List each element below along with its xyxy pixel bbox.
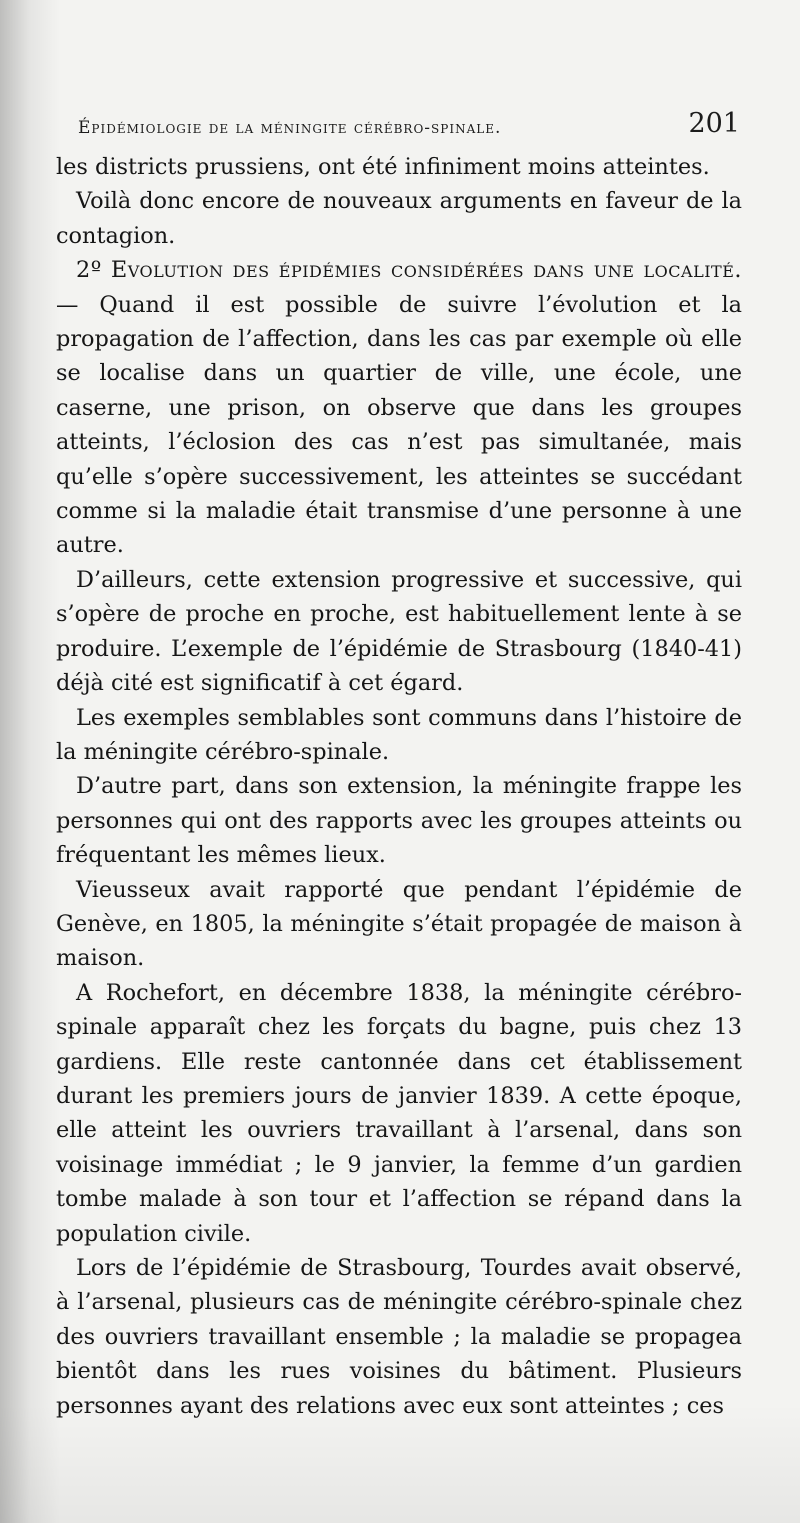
page-header	[78, 108, 740, 148]
paragraph-section	[56, 253, 742, 563]
running-title: Épidémiologie de la méningite cérébro-spinale.	[78, 118, 502, 138]
paragraph: Les exemples semblables sont communs dans l’histoire de la méningite cérébro-spinale.	[56, 704, 742, 765]
section-text: — Quand il est possible de suivre l’évolution et la propagation de l’affection, dans les cas par exemple où elle se localise dans un quartier de ville, une école, une caserne, une prison, on observe que dans les groupes atteints, l’éclosion des cas n’est pas simultanée, mais qu’elle s’opère successivement, les atteintes se succédant comme si la maladie était transmise d’une personne à une autre.	[56, 291, 742, 559]
paragraph: Lors de l’épidémie de Strasbourg, Tourdes avait observé, à l’arsenal, plusieurs cas de méningite cérébro-spinale chez des ouvriers travaillant ensemble ; la maladie se propagea bientôt dans les rues voisines du bâtiment. Plusieurs personnes ayant des relations avec eux sont atteintes ; ces	[56, 1255, 742, 1419]
section-heading: 2º Evolution des épidémies considérées dans une localité.	[76, 257, 742, 284]
paragraph: Voilà donc encore de nouveaux arguments en faveur de la contagion.	[56, 188, 742, 249]
paragraph: D’autre part, dans son extension, la méningite frappe les personnes qui ont des rapports avec les groupes atteints ou fréquentant les mêmes lieux.	[56, 773, 742, 869]
page-number: 201	[688, 108, 740, 139]
body-text	[56, 150, 742, 1423]
paragraph: A Rochefort, en décembre 1838, la méningite cérébro-spinale apparaît chez les forçats du bagne, puis chez 13 gardiens. Elle reste cantonnée dans cet établissement durant les premiers jours de janvier 1839. A cette époque, elle atteint les ouvriers travaillant à l’arsenal, dans son voisinage immédiat ; le 9 janvier, la femme d’un gardien tombe malade à son tour et l’affection se répand dans la population civile.	[56, 979, 742, 1247]
paragraph-continuation: les districts prussiens, ont été infiniment moins atteintes.	[56, 154, 710, 180]
paragraph: Vieusseux avait rapporté que pendant l’épidémie de Genève, en 1805, la méningite s’était propagée de maison à maison.	[56, 876, 742, 972]
paragraph: D’ailleurs, cette extension progressive et successive, qui s’opère de proche en proche, est habituellement lente à se produire. L’exemple de l’épidémie de Strasbourg (1840-41) déjà cité est significatif à cet égard.	[56, 566, 742, 697]
